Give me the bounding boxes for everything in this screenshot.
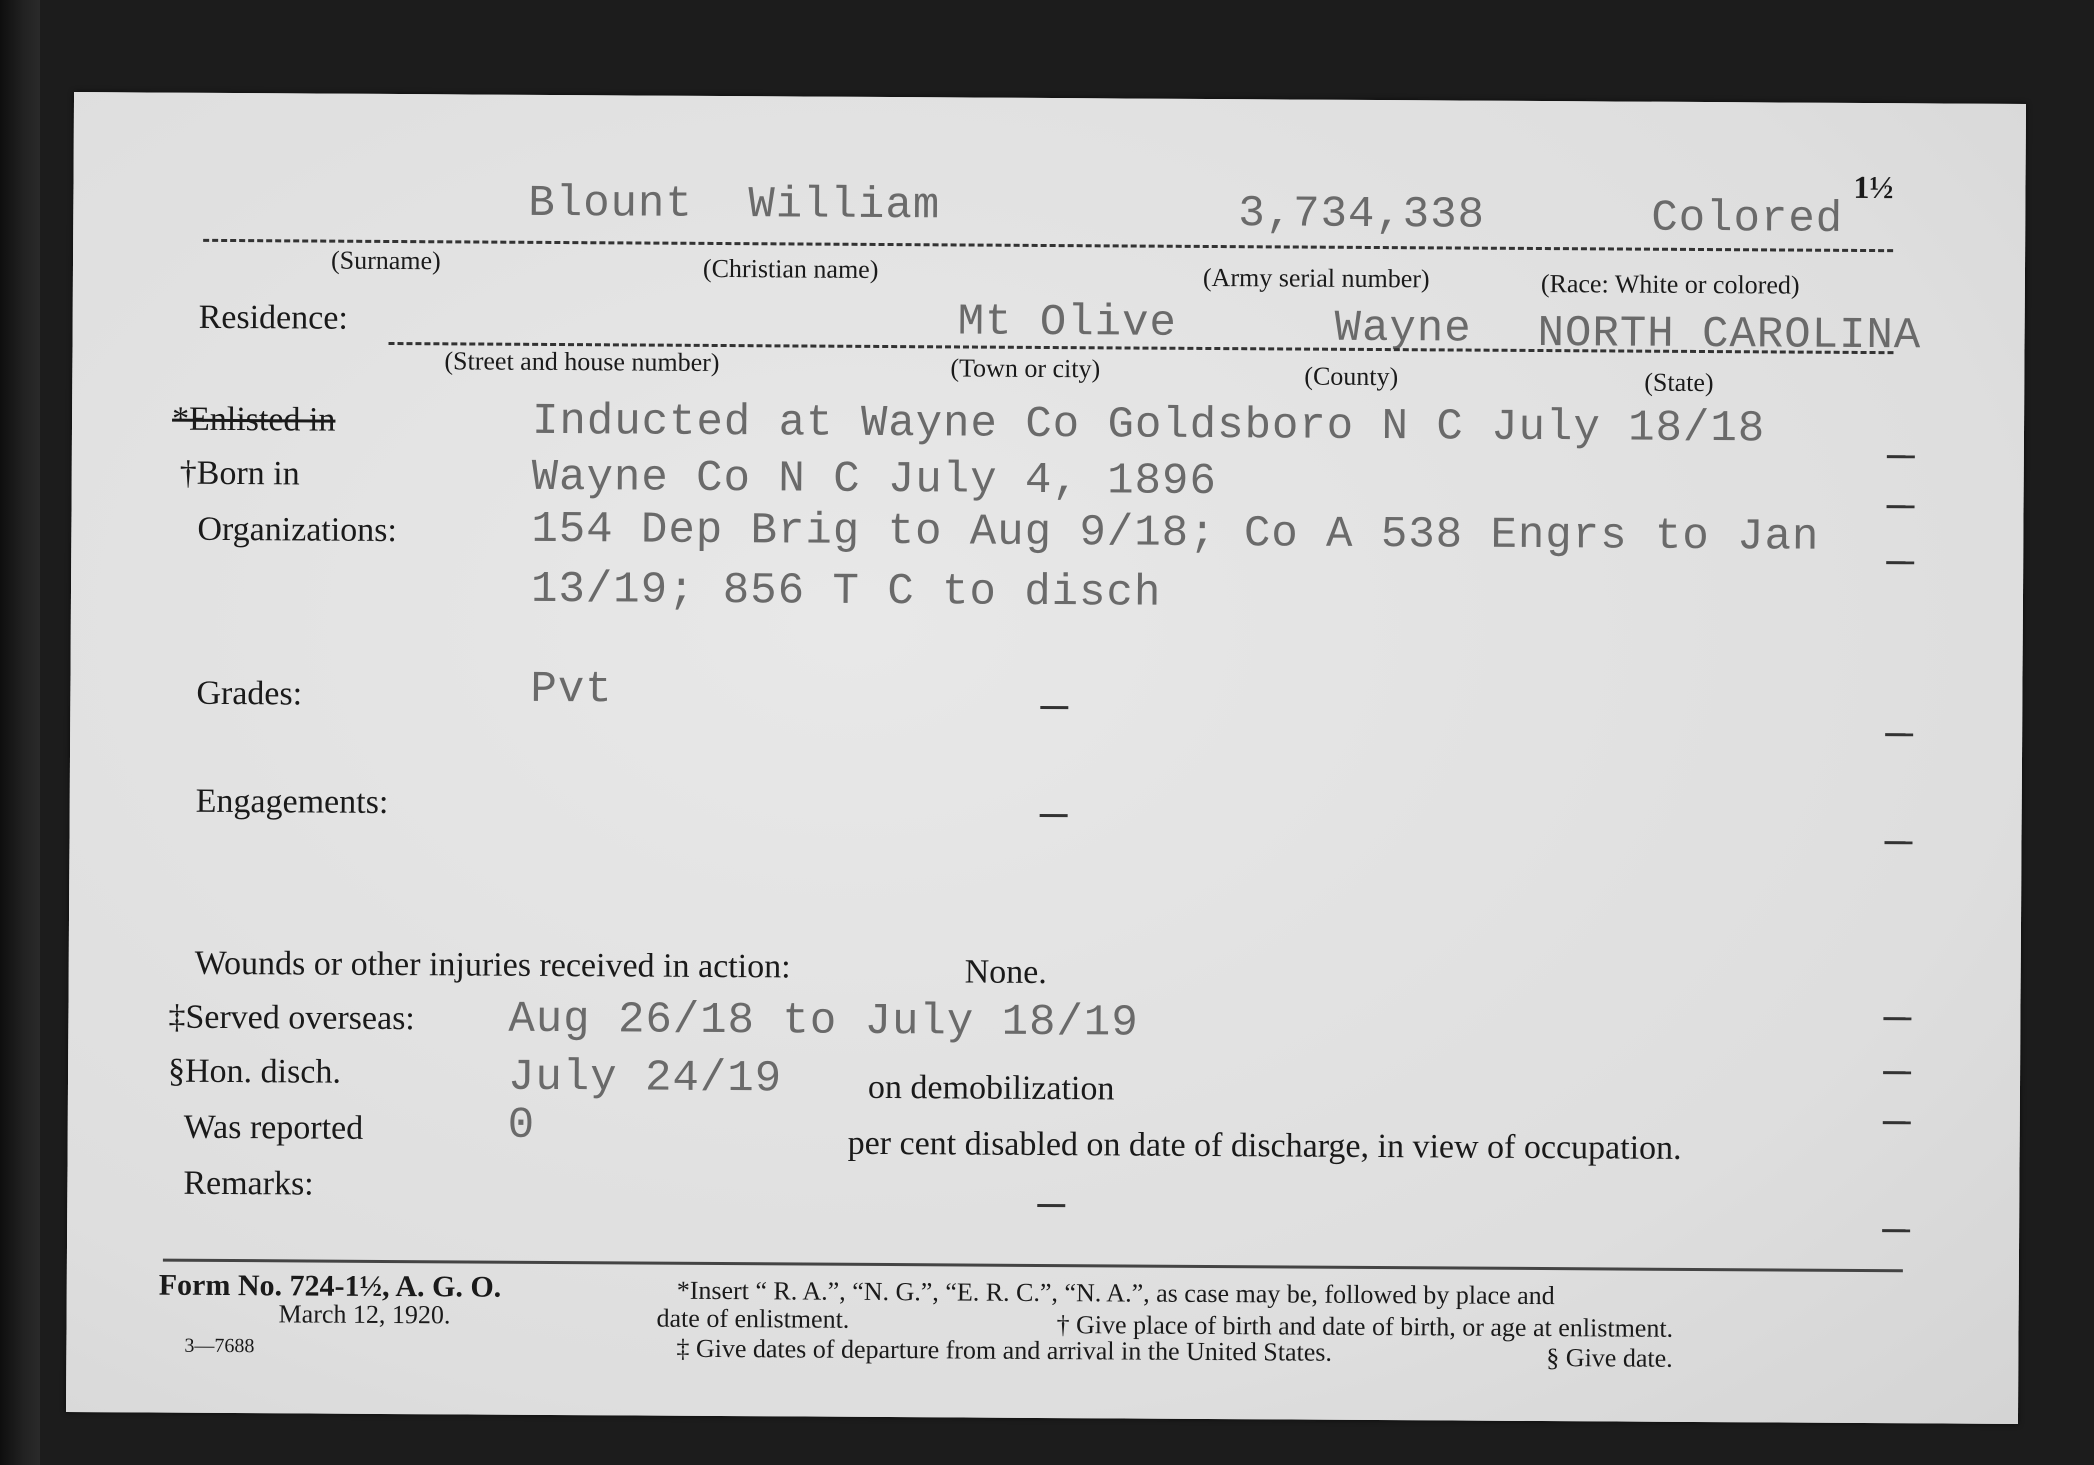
born-value: Wayne Co N C July 4, 1896 (531, 452, 1217, 508)
grades-value: Pvt (530, 664, 613, 716)
margin-tick (1885, 733, 1913, 736)
county-caption: (County) (1304, 361, 1399, 392)
race-caption: (Race: White or colored) (1540, 269, 1800, 300)
form-date: March 12, 1920. (278, 1299, 451, 1330)
served-overseas-label: ‡Served overseas: (168, 998, 415, 1038)
margin-tick (1883, 1071, 1911, 1074)
margin-tick (1882, 1229, 1910, 1232)
footnote-overseas: ‡ Give dates of departure from and arrival in the United States. (676, 1333, 1333, 1367)
margin-tick (1040, 814, 1068, 817)
service-record-card (66, 92, 2026, 1424)
was-reported-suffix: per cent disabled on date of discharge, in view of occupation. (847, 1124, 1682, 1167)
street-caption: (Street and house number) (444, 346, 720, 377)
grades-label: Grades: (196, 674, 303, 713)
corner-fraction: 1½ (1853, 168, 1894, 206)
hon-disch-value: July 24/19 (507, 1052, 783, 1105)
born-label: †Born in (179, 454, 300, 493)
residence-label: Residence: (198, 298, 348, 337)
margin-tick (1886, 561, 1914, 564)
serial-number-value: 3,734,338 (1238, 189, 1486, 241)
footnote-enlisted: *Insert “ R. A.”, “N. G.”, “E. R. C.”, “N. A.”, as case may be, followed by place and (676, 1275, 1555, 1311)
footnote-discharge: § Give date. (1546, 1343, 1673, 1373)
margin-tick (1037, 1204, 1065, 1207)
margin-tick (1884, 841, 1912, 844)
hon-disch-label: §Hon. disch. (167, 1052, 342, 1091)
remarks-label: Remarks: (183, 1164, 314, 1203)
margin-tick (1887, 505, 1915, 508)
serial-caption: (Army serial number) (1202, 262, 1430, 294)
scan-background (0, 0, 40, 1465)
was-reported-value: 0 (507, 1100, 536, 1151)
served-overseas-value: Aug 26/18 to July 18/19 (508, 994, 1139, 1049)
christian-name-value: William (748, 180, 941, 232)
wounds-label: Wounds or other injuries received in action: (194, 944, 791, 986)
was-reported-label: Was reported (183, 1108, 364, 1147)
margin-tick (1883, 1121, 1911, 1124)
hon-disch-suffix: on demobilization (867, 1068, 1115, 1108)
print-code: 3—7688 (184, 1334, 255, 1358)
footnote-enlisted-cont: date of enlistment. (656, 1303, 850, 1334)
organizations-label: Organizations: (197, 510, 398, 550)
margin-tick (1040, 706, 1068, 709)
name-rule (203, 239, 1893, 252)
town-caption: (Town or city) (950, 353, 1101, 384)
town-value: Mt Olive (957, 297, 1178, 349)
organizations-line-2: 13/19; 856 T C to disch (530, 564, 1162, 619)
wounds-value: None. (964, 953, 1047, 992)
christian-name-caption: (Christian name) (702, 253, 879, 284)
engagements-label: Engagements: (195, 782, 389, 821)
state-caption: (State) (1644, 367, 1714, 398)
form-number: Form No. 724-1½, A. G. O. (158, 1268, 502, 1304)
state-value: NORTH CAROLINA (1537, 308, 1922, 362)
footnote-born: † Give place of birth and date of birth, or age at enlistment. (1056, 1310, 1674, 1343)
surname-caption: (Surname) (330, 245, 441, 276)
surname-value: Blount (528, 178, 693, 230)
margin-tick (1887, 455, 1915, 458)
margin-tick (1883, 1017, 1911, 1020)
race-value: Colored (1651, 193, 1844, 245)
enlisted-value: Inducted at Wayne Co Goldsboro N C July 18/18 (531, 396, 1766, 455)
enlisted-label: *Enlisted in (171, 400, 336, 439)
county-value: Wayne (1334, 303, 1472, 355)
organizations-line-1: 154 Dep Brig to Aug 9/18; Co A 538 Engrs to Jan (531, 504, 1820, 563)
